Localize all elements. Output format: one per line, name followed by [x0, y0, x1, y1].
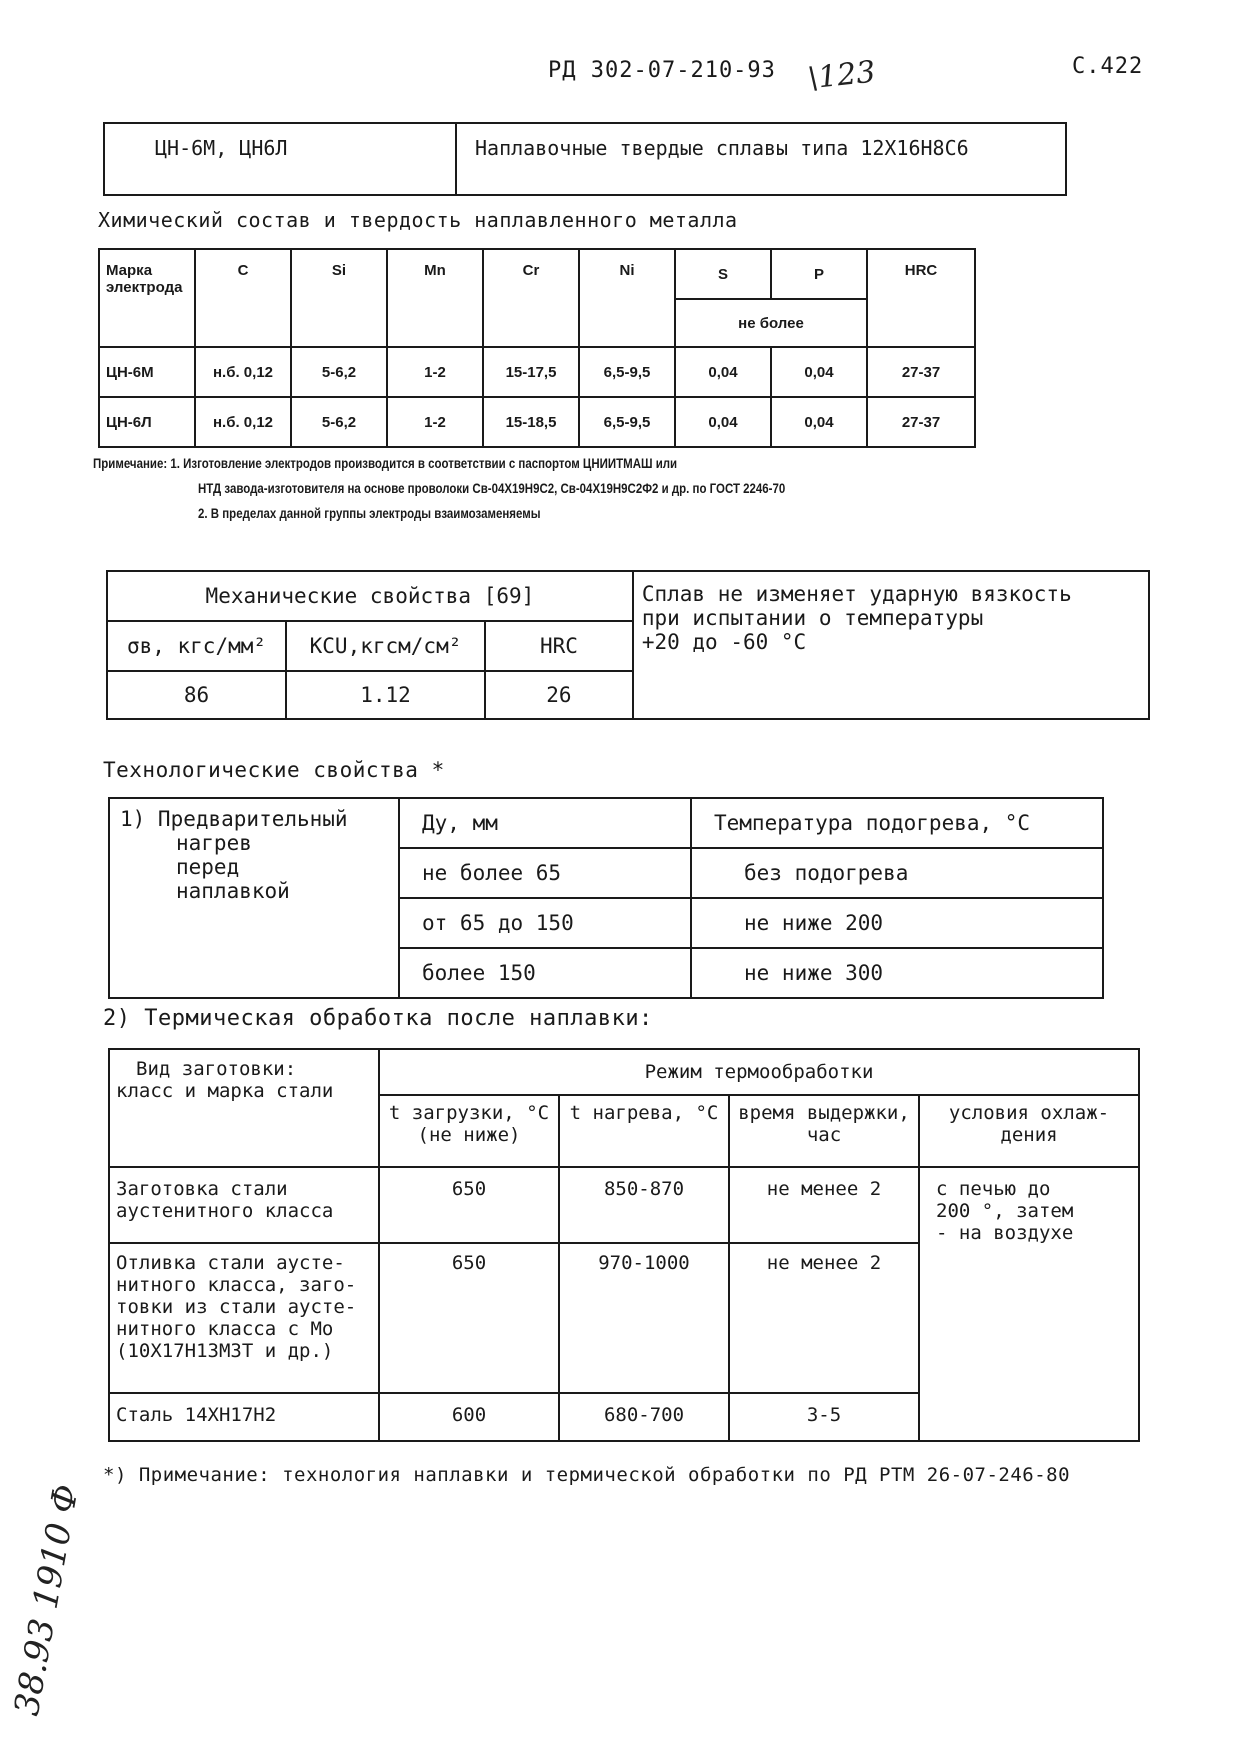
- col-du: Ду, мм: [399, 798, 691, 848]
- col-heat-temp: t нагрева, °С: [559, 1095, 729, 1167]
- table-row: от 65 до 150 не ниже 200: [109, 898, 1103, 948]
- table-row: Сталь 14ХН17Н2 600 680-700 3-5: [109, 1393, 1139, 1441]
- sub-header-max: не более: [675, 299, 867, 347]
- col-si: Si: [291, 249, 387, 347]
- mech-h-kcu: KCU,кгсм/см²: [286, 621, 485, 671]
- col-blank-type: Вид заготовки: класс и марка стали: [109, 1049, 379, 1167]
- col-hold-time: время выдержки, час: [729, 1095, 919, 1167]
- col-cooling: условия охлаж- дения: [919, 1095, 1139, 1167]
- col-mode: Режим термообработки: [379, 1049, 1139, 1095]
- col-load-temp: t загрузки, °С (не ниже): [379, 1095, 559, 1167]
- page-number: С.422: [1072, 54, 1144, 79]
- alloy-description: Наплавочные твердые сплавы типа 12Х16Н8С6: [456, 123, 1066, 195]
- electrode-grades: ЦН-6М, ЦН6Л: [104, 123, 456, 195]
- chem-note-1: Примечание: 1. Изготовление электродов производится в соответствии с паспортом ЦНИИТМАШ или: [93, 455, 678, 471]
- cooling-conditions: с печью до 200 °, затем - на воздухе: [919, 1167, 1139, 1441]
- col-mn: Mn: [387, 249, 483, 347]
- table-row: Отливка стали аусте- нитного класса, заго- товки из стали аусте- нитного класса с Мо (10Х17Н13М3Т и др.) 650 970-1000 не менее 2: [109, 1243, 1139, 1393]
- heat-treatment-caption: 2) Термическая обработка после наплавки:: [103, 1006, 653, 1031]
- title-block: [103, 122, 1067, 196]
- chem-table: [98, 248, 976, 448]
- mech-table: [106, 570, 1150, 720]
- table-row: Заготовка стали аустенитного класса 650 850-870 не менее 2 с печью до 200 °, затем - на воздухе: [109, 1167, 1139, 1243]
- table-row: не более 65 без подогрева: [109, 848, 1103, 898]
- handwritten-mark: \123: [806, 54, 878, 97]
- col-ni: Ni: [579, 249, 675, 347]
- mech-h-hrc: HRC: [485, 621, 633, 671]
- margin-handwriting: 38.93 1910 Ф: [6, 1481, 87, 1719]
- mech-h-sigma: σв, кгс/мм²: [107, 621, 286, 671]
- mech-title: Механические свойства [69]: [107, 571, 633, 621]
- table-row: ЦН-6Л н.б. 0,12 5-6,2 1-2 15-18,5 6,5-9,5 0,04 0,04 27-37: [99, 397, 975, 447]
- tech-caption: Технологические свойства *: [103, 758, 445, 782]
- footnote: *) Примечание: технология наплавки и термической обработки по РД РТМ 26-07-246-80: [103, 1464, 1071, 1486]
- table-row: ЦН-6М н.б. 0,12 5-6,2 1-2 15-17,5 6,5-9,5 0,04 0,04 27-37: [99, 347, 975, 397]
- mech-v-sigma: 86: [107, 671, 286, 719]
- document-code: РД 302-07-210-93: [548, 58, 776, 83]
- chem-note-2: 2. В пределах данной группы электроды взаимозаменяемы: [198, 505, 541, 521]
- mech-side-note: Сплав не изменяет ударную вязкость при испытании о температуры +20 до -60 °С: [633, 571, 1149, 719]
- col-c: C: [195, 249, 291, 347]
- col-s: S: [675, 249, 771, 299]
- chem-caption: Химический состав и твердость наплавленного металла: [98, 208, 738, 232]
- mech-v-hrc: 26: [485, 671, 633, 719]
- col-hrc: HRC: [867, 249, 975, 347]
- col-preheat-temp: Температура подогрева, °С: [691, 798, 1103, 848]
- mech-v-kcu: 1.12: [286, 671, 485, 719]
- heat-treatment-table: [108, 1048, 1140, 1442]
- col-cr: Cr: [483, 249, 579, 347]
- col-p: P: [771, 249, 867, 299]
- col-brand: Марка электрода: [99, 249, 195, 347]
- table-row: более 150 не ниже 300: [109, 948, 1103, 998]
- chem-note-1b: НТД завода-изготовителя на основе проволоки Св-04Х19Н9С2, Св-04Х19Н9С2Ф2 и др. по ГОСТ 2246-70: [198, 480, 786, 496]
- tech-table: [108, 797, 1104, 999]
- preheat-label: 1) Предварительный нагрев перед наплавкой: [109, 798, 399, 998]
